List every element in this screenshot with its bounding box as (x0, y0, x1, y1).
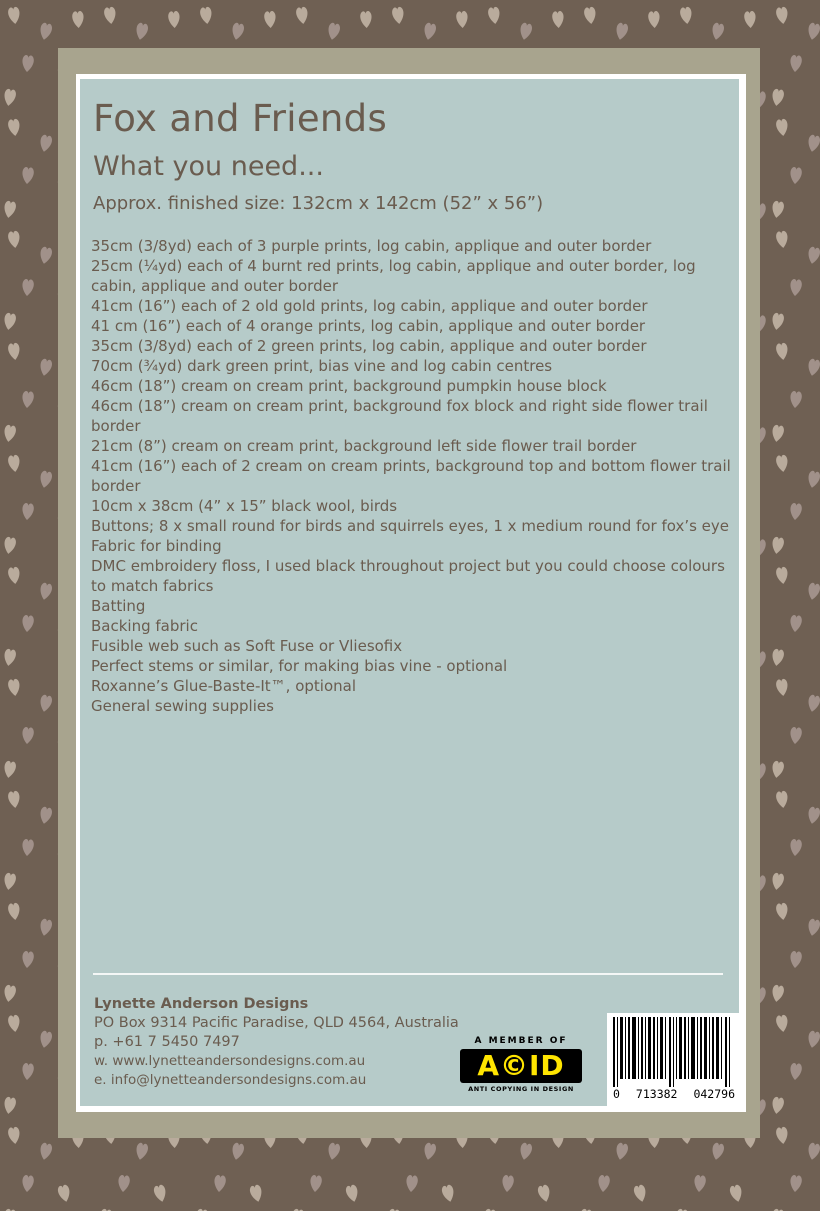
requirement-item: 46cm (18”) cream on cream print, background pumpkin house block (91, 377, 607, 395)
barcode-bars (613, 1017, 735, 1087)
acid-logo (460, 1049, 582, 1083)
contact-block (94, 995, 474, 1090)
requirement-item: 35cm (3/8yd) each of 2 green prints, log cabin, applique and outer border (91, 337, 647, 355)
requirement-item: DMC embroidery floss, I used black throughout project but you could choose colours to match fabrics (91, 557, 725, 595)
requirement-item: 10cm x 38cm (4” x 15” black wool, birds (91, 497, 398, 515)
requirement-item: 41 cm (16”) each of 4 orange prints, log cabin, applique and outer border (91, 317, 646, 335)
barcode-lead-digit: 0 (613, 1087, 620, 1101)
requirement-item: 41cm (16”) each of 2 cream on cream prints, background top and bottom flower trail border (91, 457, 731, 495)
requirement-item: Fusible web such as Soft Fuse or Vliesofix (91, 637, 403, 655)
acid-member-badge (458, 1036, 584, 1093)
requirement-item: Backing fabric (91, 617, 198, 635)
barcode-left-group: 713382 (635, 1087, 678, 1101)
requirement-item: General sewing supplies (91, 697, 274, 715)
requirement-item: 70cm (¾yd) dark green print, bias vine and log cabin centres (91, 357, 553, 375)
section-heading: What you need... (93, 151, 324, 182)
acid-member-label: A MEMBER OF (474, 1036, 568, 1046)
finished-size: Approx. finished size: 132cm x 142cm (52” x 56”) (93, 193, 544, 214)
pattern-card (80, 79, 739, 1106)
barcode (607, 1013, 739, 1106)
requirement-item: Buttons; 8 x small round for birds and squirrels eyes, 1 x medium round for fox’s eye (91, 517, 730, 535)
company-name: Lynette Anderson Designs (94, 996, 309, 1012)
phone-number: p. +61 7 5450 7497 (94, 1034, 240, 1050)
requirement-item: Batting (91, 597, 146, 615)
requirement-item: 21cm (8”) cream on cream print, background left side flower trail border (91, 437, 637, 455)
requirement-item: 25cm (¼yd) each of 4 burnt red prints, log cabin, applique and outer border, log cabin, applique and outer border (91, 257, 696, 295)
barcode-number (607, 1087, 739, 1101)
requirement-item: 46cm (18”) cream on cream print, background fox block and right side flower trail border (91, 397, 708, 435)
requirement-item: Fabric for binding (91, 537, 222, 555)
requirement-item: Perfect stems or similar, for making bias vine - optional (91, 657, 508, 675)
pattern-title: Fox and Friends (93, 97, 388, 140)
divider (93, 973, 723, 975)
website-link[interactable]: w. www.lynetteandersondesigns.com.au (94, 1053, 366, 1069)
acid-tagline: ANTI COPYING IN DESIGN (468, 1085, 574, 1093)
barcode-right-group: 042796 (693, 1087, 735, 1101)
requirement-item: 35cm (3/8yd) each of 3 purple prints, log cabin, applique and outer border (91, 237, 652, 255)
requirements-list (91, 236, 731, 716)
requirement-item: 41cm (16”) each of 2 old gold prints, log cabin, applique and outer border (91, 297, 648, 315)
postal-address: PO Box 9314 Pacific Paradise, QLD 4564, Australia (94, 1015, 459, 1031)
requirement-item: Roxanne’s Glue-Baste-It™, optional (91, 677, 356, 695)
acid-logo-text: A©ID (477, 1049, 565, 1082)
email-link[interactable]: e. info@lynetteandersondesigns.com.au (94, 1072, 367, 1088)
